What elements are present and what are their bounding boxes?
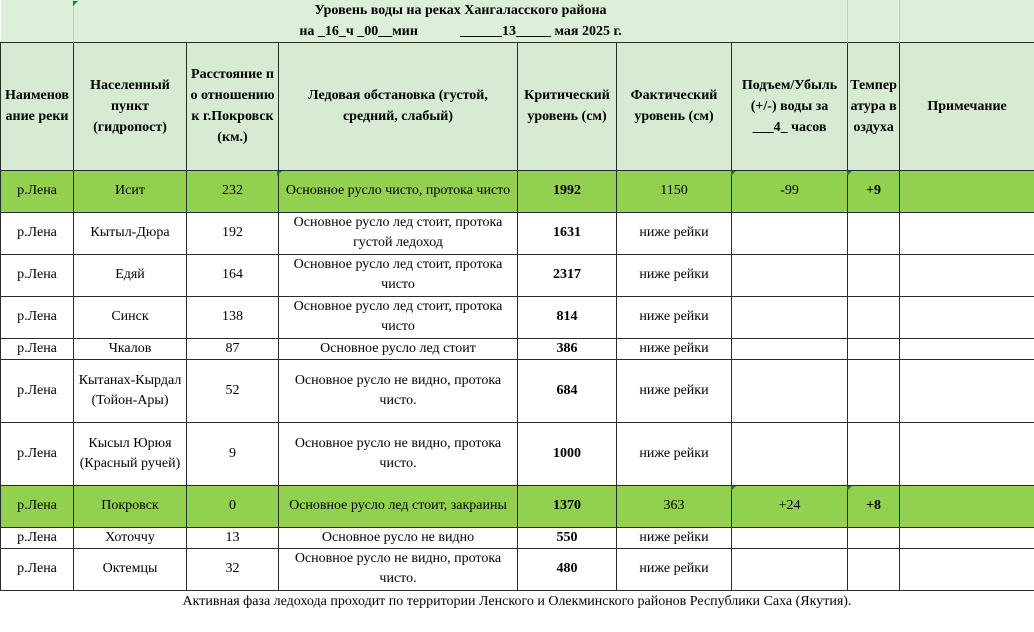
cell-critical[interactable]: 480 (518, 548, 617, 590)
cell-marker-icon (847, 171, 852, 176)
cell-critical[interactable]: 1000 (518, 422, 617, 485)
table-row (1, 170, 1034, 212)
cell-actual[interactable]: ниже рейки (617, 338, 732, 359)
cell-critical[interactable]: 2317 (518, 254, 617, 296)
cell-ice[interactable]: Основное русло лед стоит, протока чисто (279, 254, 518, 296)
cell-temp[interactable] (848, 254, 900, 296)
cell-change[interactable] (732, 422, 848, 485)
header-change[interactable]: Подъем/Убыль (+/-) воды за ___4_ часов (732, 42, 848, 170)
footer-note: Активная фаза ледохода проходит по территории Ленского и Олекминского районов Республики Саха (Якутия). (182, 594, 852, 609)
cell-distance[interactable]: 13 (187, 527, 279, 548)
cell-river[interactable]: р.Лена (1, 212, 74, 254)
header-river[interactable]: Наименование реки (1, 42, 74, 170)
table-row (1, 296, 1034, 338)
cell-settlement[interactable]: Исит (74, 170, 187, 212)
cell-distance[interactable]: 232 (187, 170, 279, 212)
cell-temp[interactable] (848, 296, 900, 338)
cell-settlement[interactable]: Кытанах-Кырдал (Тойон-Ары) (74, 359, 187, 422)
cell-actual[interactable]: ниже рейки (617, 359, 732, 422)
cell-actual[interactable]: ниже рейки (617, 296, 732, 338)
cell-temp[interactable]: +8 (848, 485, 900, 527)
table-row (1, 254, 1034, 296)
cell-change[interactable]: +24 (732, 485, 848, 527)
cell-change[interactable] (732, 527, 848, 548)
cell-actual[interactable]: 1150 (617, 170, 732, 212)
table-row (1, 527, 1034, 548)
cell-settlement[interactable]: Покровск (74, 485, 187, 527)
cell-ice[interactable]: Основное русло не видно, протока чисто. (279, 422, 518, 485)
title-corner-cell[interactable] (1, 21, 74, 42)
cell-ice[interactable]: Основное русло не видно, протока чисто. (279, 548, 518, 590)
header-row (1, 42, 1034, 170)
cell-river[interactable]: р.Лена (1, 170, 74, 212)
cell-note[interactable] (900, 485, 1034, 527)
cell-ice[interactable]: Основное русло чисто, протока чисто (279, 170, 518, 212)
header-critical[interactable]: Критический уровень (см) (518, 42, 617, 170)
table-row (1, 359, 1034, 422)
header-ice[interactable]: Ледовая обстановка (густой, средний, слабый) (279, 42, 518, 170)
cell-temp[interactable] (848, 527, 900, 548)
cell-temp[interactable] (848, 548, 900, 590)
cell-critical[interactable]: 1370 (518, 485, 617, 527)
header-temp[interactable]: Температура воздуха (848, 42, 900, 170)
title-corner-cell[interactable] (1, 0, 74, 21)
cell-distance[interactable]: 164 (187, 254, 279, 296)
cell-settlement[interactable]: Хоточчу (74, 527, 187, 548)
cell-critical[interactable]: 1631 (518, 212, 617, 254)
cell-change[interactable] (732, 254, 848, 296)
cell-temp[interactable] (848, 212, 900, 254)
header-actual[interactable]: Фактический уровень (см) (617, 42, 732, 170)
cell-river[interactable]: р.Лена (1, 296, 74, 338)
cell-river[interactable]: р.Лена (1, 422, 74, 485)
title-cell[interactable] (900, 0, 1034, 21)
cell-critical[interactable]: 814 (518, 296, 617, 338)
cell-ice[interactable]: Основное русло лед стоит, протока густой ледоход (279, 212, 518, 254)
cell-river[interactable]: р.Лена (1, 527, 74, 548)
cell-note[interactable] (900, 359, 1034, 422)
title-row-2 (1, 21, 1034, 42)
cell-settlement[interactable]: Едяй (74, 254, 187, 296)
cell-settlement[interactable]: Октемцы (74, 548, 187, 590)
cell-ice[interactable]: Основное русло лед стоит, закраины (279, 485, 518, 527)
cell-temp[interactable]: +9 (848, 170, 900, 212)
cell-distance[interactable]: 32 (187, 548, 279, 590)
table-row (1, 548, 1034, 590)
cell-river[interactable]: р.Лена (1, 485, 74, 527)
cell-settlement[interactable]: Чкалов (74, 338, 187, 359)
report-date[interactable]: на _16_ч _00__мин ______13_____ мая 2025 г. (74, 21, 848, 42)
title-cell[interactable] (848, 21, 900, 42)
table-row (1, 338, 1034, 359)
title-row-1 (1, 0, 1034, 21)
header-distance[interactable]: Расстояние по отношению к г.Покровск (км.) (187, 42, 279, 170)
cell-river[interactable]: р.Лена (1, 548, 74, 590)
cell-note[interactable] (900, 296, 1034, 338)
cell-ice[interactable]: Основное русло не видно (279, 527, 518, 548)
cell-distance[interactable]: 87 (187, 338, 279, 359)
cell-actual[interactable]: ниже рейки (617, 527, 732, 548)
cell-critical[interactable]: 1992 (518, 170, 617, 212)
cell-actual[interactable]: ниже рейки (617, 212, 732, 254)
cell-ice[interactable]: Основное русло лед стоит, протока чисто (279, 296, 518, 338)
cell-marker-icon (731, 486, 736, 491)
cell-critical[interactable]: 550 (518, 527, 617, 548)
cell-note[interactable] (900, 254, 1034, 296)
cell-change[interactable] (732, 338, 848, 359)
cell-actual[interactable]: ниже рейки (617, 548, 732, 590)
cell-river[interactable]: р.Лена (1, 359, 74, 422)
cell-actual[interactable]: ниже рейки (617, 422, 732, 485)
cell-temp[interactable] (848, 338, 900, 359)
table-row (1, 422, 1034, 485)
cell-note[interactable] (900, 338, 1034, 359)
cell-note[interactable] (900, 527, 1034, 548)
cell-river[interactable]: р.Лена (1, 338, 74, 359)
cell-distance[interactable]: 0 (187, 485, 279, 527)
cell-distance[interactable]: 192 (187, 212, 279, 254)
title-cell[interactable] (900, 21, 1034, 42)
cell-note[interactable] (900, 212, 1034, 254)
cell-note[interactable] (900, 422, 1034, 485)
cell-ice[interactable]: Основное русло лед стоит (279, 338, 518, 359)
cell-marker-icon (277, 171, 282, 176)
table-row (1, 485, 1034, 527)
cell-critical[interactable]: 386 (518, 338, 617, 359)
cell-actual[interactable]: ниже рейки (617, 254, 732, 296)
cell-marker-icon (731, 171, 736, 176)
cell-distance[interactable]: 52 (187, 359, 279, 422)
cell-critical[interactable]: 684 (518, 359, 617, 422)
cell-change[interactable] (732, 296, 848, 338)
cell-change[interactable] (732, 548, 848, 590)
cell-marker-icon (73, 1, 78, 6)
cell-actual[interactable]: 363 (617, 485, 732, 527)
cell-change[interactable]: -99 (732, 170, 848, 212)
cell-temp[interactable] (848, 422, 900, 485)
cell-settlement[interactable]: Кысыл Юрюя (Красный ручей) (74, 422, 187, 485)
cell-marker-icon (847, 486, 852, 491)
table-row (1, 212, 1034, 254)
title-cell[interactable] (848, 0, 900, 21)
header-settlement[interactable]: Населенный пункт (гидропост) (74, 42, 187, 170)
cell-distance[interactable]: 9 (187, 422, 279, 485)
cell-temp[interactable] (848, 359, 900, 422)
cell-river[interactable]: р.Лена (1, 254, 74, 296)
cell-ice[interactable]: Основное русло не видно, протока чисто. (279, 359, 518, 422)
cell-settlement[interactable]: Кытыл-Дюра (74, 212, 187, 254)
report-title[interactable]: Уровень воды на реках Хангаласского района (74, 0, 848, 21)
cell-change[interactable] (732, 359, 848, 422)
cell-note[interactable] (900, 548, 1034, 590)
cell-note[interactable] (900, 170, 1034, 212)
cell-change[interactable] (732, 212, 848, 254)
cell-settlement[interactable]: Синск (74, 296, 187, 338)
header-note[interactable]: Примечание (900, 42, 1034, 170)
cell-distance[interactable]: 138 (187, 296, 279, 338)
